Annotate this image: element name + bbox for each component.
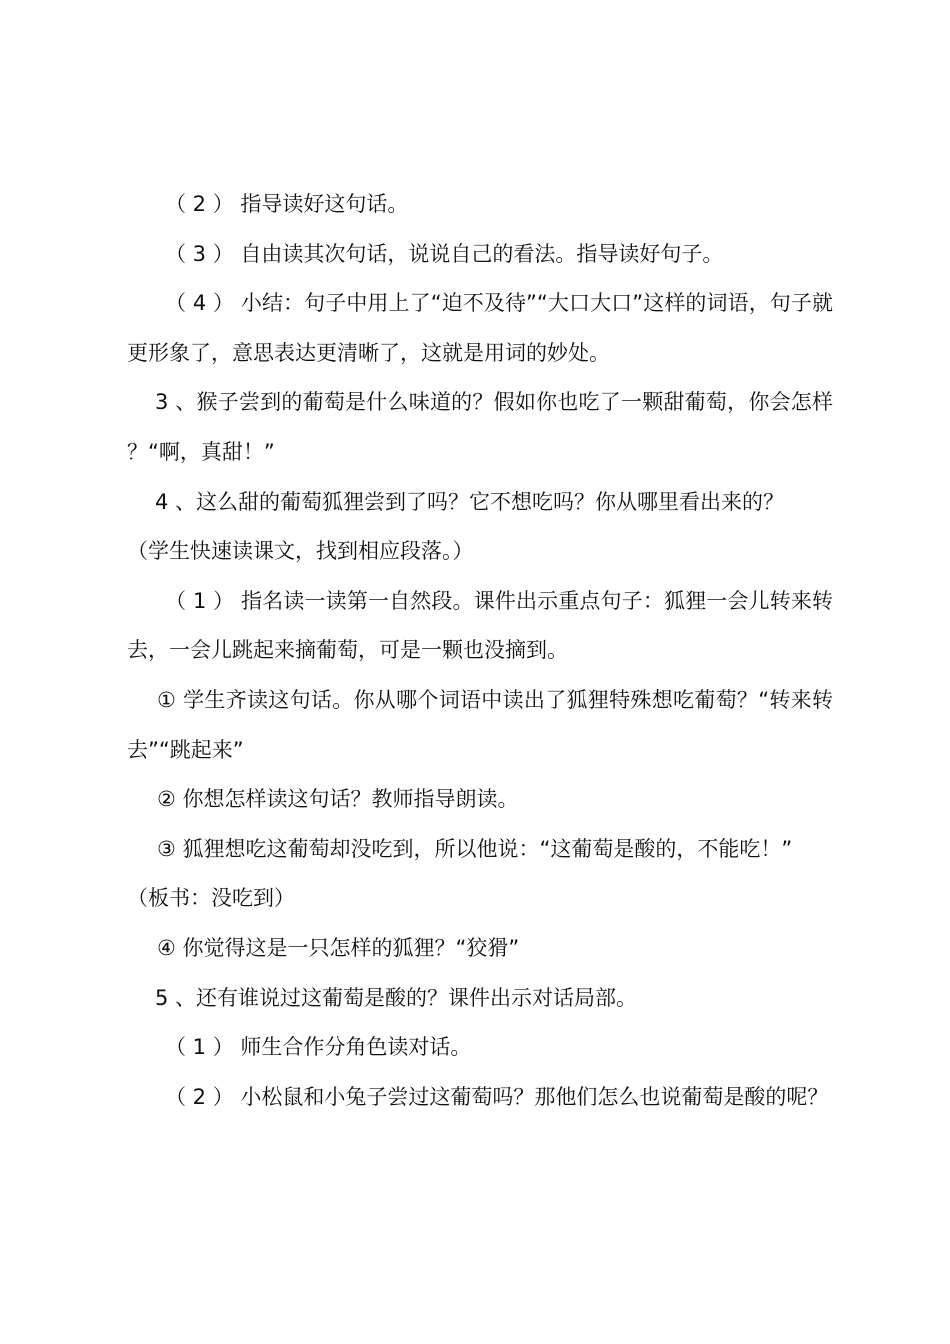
document-body xyxy=(127,180,833,1122)
paragraph-circled-4: ④ 你觉得这是一只怎样的狐狸？“狡猾” xyxy=(157,935,520,960)
paragraph-item-3: 3 、猴子尝到的葡萄是什么味道的？假如你也吃了一颗甜葡萄，你会怎样？“啊，真甜！” xyxy=(127,390,833,464)
paragraph-step-2-3: （ 3 ） 自由读其次句话，说说自己的看法。指导读好句子。 xyxy=(165,241,724,266)
paragraph-step-2-2: （ 2 ） 指导读好这句话。 xyxy=(165,192,409,216)
paragraph-step-5-2: （ 2 ） 小松鼠和小兔子尝过这葡萄吗？那他们怎么也说葡萄是酸的呢？ xyxy=(165,1084,829,1109)
paragraph-item-4: 4 、这么甜的葡萄狐狸尝到了吗？它不想吃吗？你从哪里看出来的？ xyxy=(155,489,785,514)
paragraph-step-2-4-summary: （ 4 ） 小结：句子中用上了“迫不及待”“大口大口”这样的词语，句子就更形象了，意思表达更清晰了，这就是用词的妙处。 xyxy=(127,291,833,365)
paragraph-circled-1: ① 学生齐读这句话。你从哪个词语中读出了狐狸特殊想吃葡萄？“转来转去”“跳起来” xyxy=(127,687,833,762)
paragraph-board-note: （板书：没吃到） xyxy=(127,886,295,911)
paragraph-item-5: 5 、还有谁说过这葡萄是酸的？课件出示对话局部。 xyxy=(155,985,638,1010)
paragraph-step-4-1: （ 1 ） 指名读一读第一自然段。课件出示重点句子：狐狸一会儿转来转去，一会儿跳起来摘葡萄，可是一颗也没摘到。 xyxy=(127,588,833,663)
paragraph-circled-3: ③ 狐狸想吃这葡萄却没吃到，所以他说：“这葡萄是酸的，不能吃！” xyxy=(157,836,793,861)
paragraph-circled-2: ② 你想怎样读这句话？教师指导朗读。 xyxy=(157,787,519,812)
paragraph-step-5-1: （ 1 ） 师生合作分角色读对话。 xyxy=(165,1035,472,1060)
paragraph-item-4-note: （学生快速读课文，找到相应段落。） xyxy=(127,539,474,564)
